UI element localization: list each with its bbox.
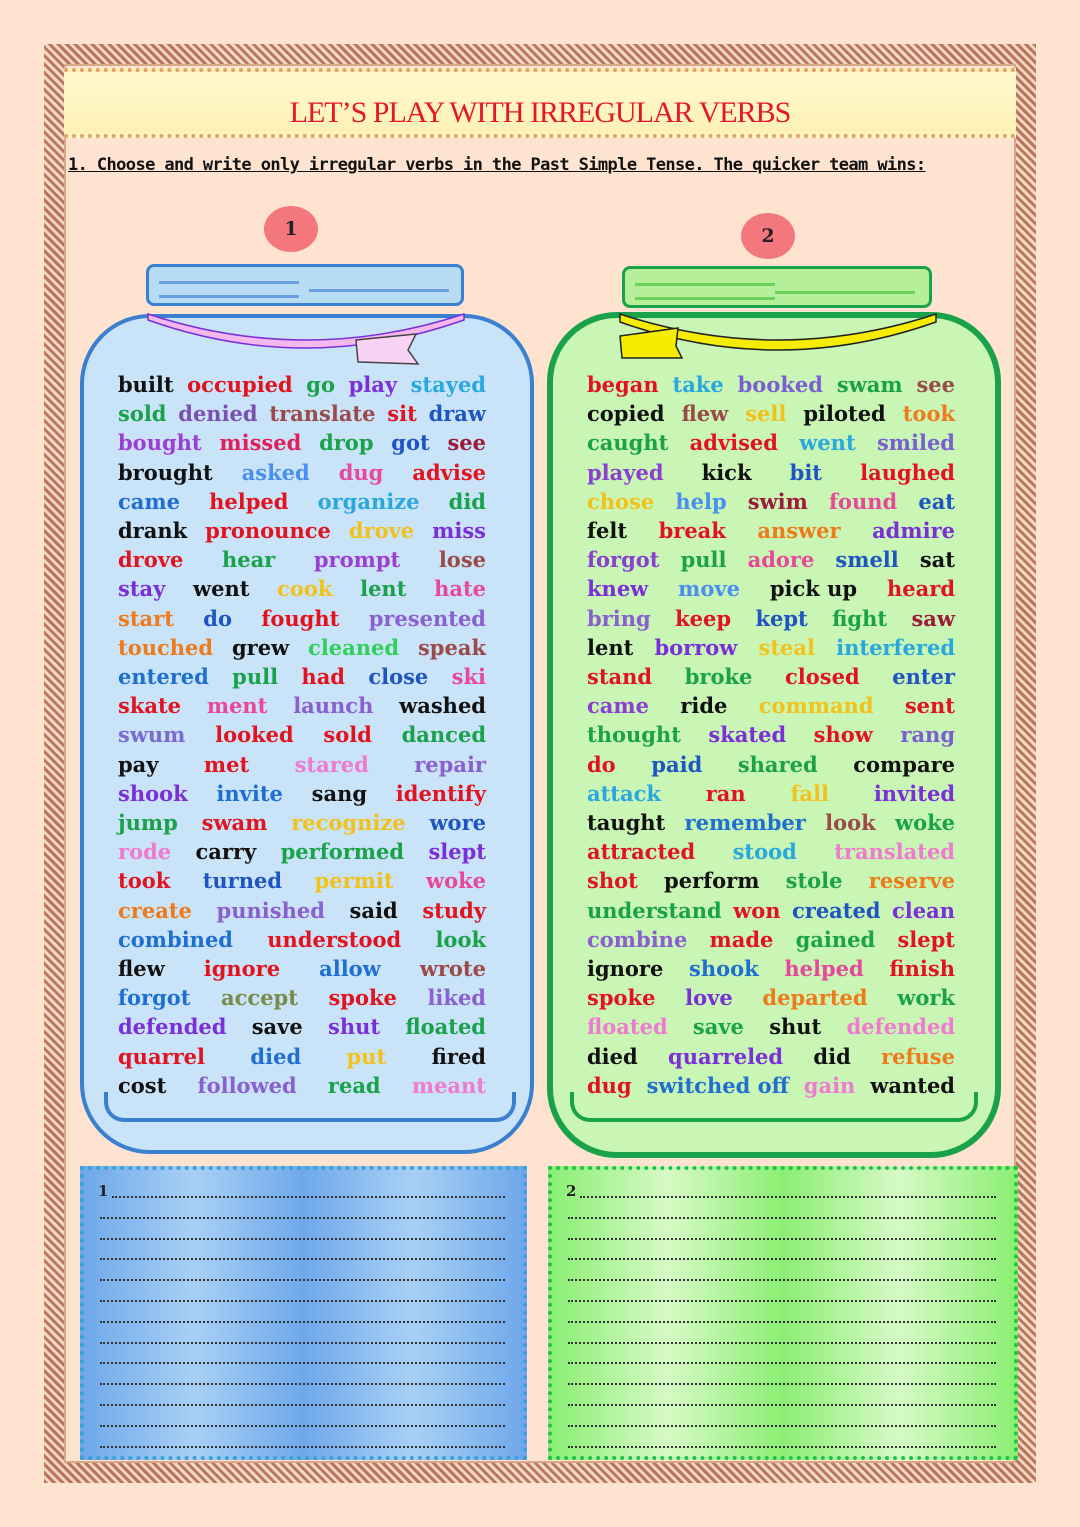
verb-word[interactable]: compare <box>853 751 955 777</box>
verb-word[interactable]: spoke <box>328 985 397 1011</box>
word-row <box>587 1044 967 1073</box>
verb-word[interactable]: finish <box>889 956 955 981</box>
team-1-word-list <box>118 372 498 1112</box>
verb-word[interactable]: got <box>391 430 430 456</box>
verb-word[interactable]: laughed <box>860 459 955 485</box>
answer-line[interactable] <box>100 1238 505 1240</box>
verb-word[interactable]: grew <box>231 634 290 660</box>
verb-word[interactable]: thought <box>587 722 681 748</box>
verb-word[interactable]: washed <box>399 693 486 719</box>
word-row <box>118 839 498 868</box>
verb-word[interactable]: pay <box>118 751 159 777</box>
verb-word[interactable]: ignore <box>587 956 664 981</box>
verb-word[interactable]: skate <box>118 693 182 719</box>
verb-word[interactable]: quarreled <box>668 1043 784 1069</box>
verb-word[interactable]: pull <box>680 547 727 573</box>
verb-word[interactable]: see <box>447 430 486 456</box>
verb-word[interactable]: sent <box>904 693 955 719</box>
verb-word[interactable]: denied <box>178 401 258 427</box>
verb-word[interactable]: caught <box>587 430 669 456</box>
word-row <box>118 898 498 927</box>
verb-word[interactable]: launch <box>293 693 374 719</box>
answer-line[interactable] <box>100 1425 505 1427</box>
verb-word[interactable]: help <box>675 488 727 514</box>
verb-word[interactable]: shot <box>587 868 638 894</box>
verb-word[interactable]: swum <box>118 722 186 748</box>
verb-word[interactable]: forgot <box>118 985 191 1011</box>
word-row <box>587 810 967 839</box>
verb-word[interactable]: piloted <box>803 401 886 427</box>
word-row <box>118 460 498 489</box>
verb-word[interactable]: do <box>203 605 232 631</box>
verb-word[interactable]: swam <box>201 810 268 835</box>
verb-word[interactable]: interfered <box>836 634 955 660</box>
verb-word[interactable]: adore <box>747 547 815 573</box>
verb-word[interactable]: draw <box>428 401 486 427</box>
verb-word[interactable]: stay <box>118 576 166 602</box>
answer-line[interactable] <box>568 1404 996 1406</box>
verb-word[interactable]: drop <box>319 430 374 456</box>
word-row <box>587 372 967 401</box>
verb-word[interactable]: felt <box>587 518 628 543</box>
verb-word[interactable]: understand <box>587 897 722 923</box>
verb-word[interactable]: swim <box>747 488 808 514</box>
verb-word[interactable]: punished <box>216 897 325 923</box>
verb-word[interactable]: brought <box>118 459 213 485</box>
verb-word[interactable]: fight <box>832 605 888 631</box>
word-row <box>587 956 967 985</box>
instruction-text: 1. Choose and write only irregular verbs in the Past Simple Tense. The quicker team wins: <box>68 155 926 175</box>
word-row <box>118 781 498 810</box>
word-row <box>118 664 498 693</box>
verb-word[interactable]: sit <box>387 401 417 427</box>
verb-word[interactable]: knew <box>587 576 649 602</box>
word-row <box>587 722 967 751</box>
verb-word[interactable]: start <box>118 605 174 631</box>
verb-word[interactable]: followed <box>197 1072 297 1098</box>
verb-word[interactable]: went <box>193 576 250 602</box>
team-1-answer-label: 1 <box>98 1182 109 1200</box>
answer-line[interactable] <box>100 1446 505 1448</box>
verb-word[interactable]: floated <box>405 1014 486 1040</box>
verb-word[interactable]: translated <box>834 839 955 865</box>
verb-word[interactable]: took <box>902 401 955 427</box>
answer-line[interactable] <box>568 1321 996 1323</box>
verb-word[interactable]: slept <box>897 926 955 952</box>
verb-word[interactable]: performed <box>280 839 405 865</box>
verb-word[interactable]: spoke <box>587 985 656 1011</box>
verb-word[interactable]: turned <box>202 868 283 894</box>
verb-word[interactable]: remember <box>684 810 806 835</box>
verb-word[interactable]: attack <box>587 780 661 806</box>
verb-word[interactable]: swam <box>836 372 903 397</box>
verb-word[interactable]: occupied <box>187 372 293 397</box>
word-row <box>587 489 967 518</box>
verb-word[interactable]: looked <box>215 722 294 748</box>
team-1-jar-lid <box>146 264 464 306</box>
verb-word[interactable]: woke <box>895 810 955 835</box>
verb-word[interactable]: copied <box>587 401 665 427</box>
answer-line[interactable] <box>100 1217 505 1219</box>
verb-word[interactable]: took <box>118 868 171 894</box>
answer-line[interactable] <box>568 1217 996 1219</box>
word-row <box>118 810 498 839</box>
verb-word[interactable]: jump <box>118 810 178 835</box>
verb-word[interactable]: go <box>306 372 335 397</box>
verb-word[interactable]: save <box>692 1014 744 1040</box>
verb-word[interactable]: invite <box>216 780 283 806</box>
verb-word[interactable]: won <box>733 897 781 923</box>
word-row <box>118 401 498 430</box>
verb-word[interactable]: miss <box>432 518 486 543</box>
verb-word[interactable]: began <box>587 372 659 397</box>
word-row <box>587 606 967 635</box>
verb-word[interactable]: combined <box>118 926 233 952</box>
verb-word[interactable]: stole <box>785 868 843 894</box>
answer-line[interactable] <box>580 1196 996 1198</box>
verb-word[interactable]: identify <box>395 780 486 806</box>
verb-word[interactable]: clean <box>892 897 955 923</box>
verb-word[interactable]: admire <box>872 518 955 543</box>
verb-word[interactable]: saw <box>911 605 955 631</box>
verb-word[interactable]: allow <box>319 956 381 981</box>
verb-word[interactable]: sang <box>311 780 368 806</box>
word-row <box>587 576 967 605</box>
answer-line[interactable] <box>568 1258 996 1260</box>
verb-word[interactable]: bit <box>789 459 823 485</box>
verb-word[interactable]: stared <box>294 751 369 777</box>
verb-word[interactable]: translate <box>269 401 376 427</box>
verb-word[interactable]: do <box>587 751 616 777</box>
team-2-word-list <box>587 372 967 1112</box>
verb-word[interactable]: paid <box>651 751 703 777</box>
verb-word[interactable]: presented <box>368 605 486 631</box>
verb-word[interactable]: woke <box>426 868 486 894</box>
team-2-jar-lid <box>622 266 932 308</box>
verb-word[interactable]: sat <box>919 547 955 573</box>
word-row <box>587 547 967 576</box>
verb-word[interactable]: enter <box>892 664 955 689</box>
verb-word[interactable]: dug <box>338 459 384 485</box>
verb-word[interactable]: ment <box>206 693 268 719</box>
page-title: LET’S PLAY WITH IRREGULAR VERBS <box>289 96 791 129</box>
verb-word[interactable]: speak <box>417 634 486 660</box>
verb-word[interactable]: ran <box>705 780 746 806</box>
verb-word[interactable]: danced <box>401 722 486 748</box>
verb-word[interactable]: see <box>916 372 955 397</box>
answer-line[interactable] <box>568 1238 996 1240</box>
verb-word[interactable]: sold <box>118 401 167 427</box>
verb-word[interactable]: cleaned <box>308 634 400 660</box>
verb-word[interactable]: came <box>587 693 649 719</box>
verb-word[interactable]: advised <box>689 430 778 456</box>
word-row <box>587 1014 967 1043</box>
word-row <box>118 547 498 576</box>
verb-word[interactable]: booked <box>737 372 823 397</box>
answer-line[interactable] <box>100 1321 505 1323</box>
verb-word[interactable]: defended <box>846 1014 955 1040</box>
verb-word[interactable]: gain <box>803 1072 856 1098</box>
verb-word[interactable]: understood <box>267 926 402 952</box>
verb-word[interactable]: lent <box>360 576 407 602</box>
verb-word[interactable]: carry <box>195 839 257 865</box>
verb-word[interactable]: fired <box>431 1043 486 1069</box>
word-row <box>587 781 967 810</box>
answer-line[interactable] <box>100 1300 505 1302</box>
verb-word[interactable]: gained <box>795 926 876 952</box>
word-row <box>587 664 967 693</box>
verb-word[interactable]: found <box>828 488 898 514</box>
verb-word[interactable]: wore <box>429 810 486 835</box>
word-row <box>118 606 498 635</box>
verb-word[interactable]: cook <box>277 576 333 602</box>
word-row <box>118 518 498 547</box>
verb-word[interactable]: play <box>348 372 398 397</box>
verb-word[interactable]: flew <box>681 401 729 427</box>
word-row <box>587 839 967 868</box>
word-row <box>118 985 498 1014</box>
verb-word[interactable]: fall <box>790 780 830 806</box>
word-row <box>118 372 498 401</box>
verb-word[interactable]: repair <box>414 751 486 777</box>
answer-line[interactable] <box>568 1425 996 1427</box>
verb-word[interactable]: bring <box>587 605 651 631</box>
team-2-answer-label: 2 <box>566 1182 577 1200</box>
answer-line[interactable] <box>568 1446 996 1448</box>
word-row <box>587 518 967 547</box>
verb-word[interactable]: stood <box>732 839 797 865</box>
verb-word[interactable]: command <box>758 693 874 719</box>
answer-line[interactable] <box>100 1362 505 1364</box>
verb-word[interactable]: died <box>250 1043 302 1069</box>
team-2-jar-shelf <box>570 1092 978 1122</box>
verb-word[interactable]: died <box>587 1043 638 1069</box>
verb-word[interactable]: accept <box>221 985 298 1011</box>
verb-word[interactable]: shook <box>689 956 759 981</box>
word-row <box>118 752 498 781</box>
verb-word[interactable]: drove <box>348 518 415 543</box>
verb-word[interactable]: rode <box>118 839 172 865</box>
word-row <box>587 868 967 897</box>
verb-word[interactable]: did <box>813 1043 851 1069</box>
verb-word[interactable]: shook <box>118 780 188 806</box>
answer-line[interactable] <box>568 1362 996 1364</box>
verb-word[interactable]: organize <box>317 488 420 514</box>
verb-word[interactable]: made <box>709 926 774 952</box>
verb-word[interactable]: look <box>435 926 486 952</box>
verb-word[interactable]: rang <box>900 722 955 748</box>
word-row <box>587 401 967 430</box>
verb-word[interactable]: played <box>587 459 664 485</box>
verb-word[interactable]: closed <box>784 664 860 689</box>
verb-word[interactable]: wanted <box>870 1072 955 1098</box>
answer-line[interactable] <box>100 1383 505 1385</box>
verb-word[interactable]: skated <box>708 722 787 748</box>
verb-word[interactable]: entered <box>118 664 209 689</box>
word-row <box>587 898 967 927</box>
verb-word[interactable]: permit <box>314 868 394 894</box>
verb-word[interactable]: touched <box>118 634 214 660</box>
verb-word[interactable]: slept <box>428 839 486 865</box>
word-row <box>118 1014 498 1043</box>
verb-word[interactable]: look <box>825 810 876 835</box>
verb-word[interactable]: dug <box>587 1072 632 1098</box>
verb-word[interactable]: put <box>346 1043 387 1069</box>
verb-word[interactable]: love <box>685 985 733 1011</box>
verb-word[interactable]: borrow <box>654 634 738 660</box>
verb-word[interactable]: meant <box>411 1072 486 1098</box>
verb-word[interactable]: bought <box>118 430 202 456</box>
verb-word[interactable]: ski <box>451 664 486 689</box>
verb-word[interactable]: helped <box>784 956 864 981</box>
verb-word[interactable]: did <box>448 488 486 514</box>
word-row <box>587 430 967 459</box>
word-row <box>118 722 498 751</box>
word-row <box>118 956 498 985</box>
verb-word[interactable]: smell <box>835 547 899 573</box>
answer-line[interactable] <box>568 1342 996 1344</box>
verb-word[interactable]: save <box>251 1014 303 1040</box>
verb-word[interactable]: work <box>897 985 955 1011</box>
team-2-badge: 2 <box>741 213 795 259</box>
word-row <box>587 752 967 781</box>
verb-word[interactable]: heard <box>887 576 955 602</box>
verb-word[interactable]: move <box>678 576 740 602</box>
verb-word[interactable]: met <box>203 751 250 777</box>
verb-word[interactable]: show <box>813 722 873 748</box>
verb-word[interactable]: combine <box>587 926 688 952</box>
verb-word[interactable]: cost <box>118 1072 167 1098</box>
verb-word[interactable]: wrote <box>419 956 486 981</box>
verb-word[interactable]: close <box>368 664 429 689</box>
answer-line[interactable] <box>568 1279 996 1281</box>
answer-line[interactable] <box>100 1404 505 1406</box>
verb-word[interactable]: invited <box>873 780 955 806</box>
verb-word[interactable]: steal <box>758 634 815 660</box>
verb-word[interactable]: liked <box>427 985 486 1011</box>
team-2-ribbon <box>618 306 938 368</box>
verb-word[interactable]: study <box>422 897 486 923</box>
verb-word[interactable]: defended <box>118 1014 227 1040</box>
verb-word[interactable]: drove <box>118 547 184 573</box>
verb-word[interactable]: floated <box>587 1014 668 1040</box>
verb-word[interactable]: helped <box>209 488 289 514</box>
verb-word[interactable]: went <box>799 430 856 456</box>
word-row <box>587 635 967 664</box>
verb-word[interactable]: shared <box>737 751 818 777</box>
word-row <box>587 927 967 956</box>
word-row <box>118 1044 498 1073</box>
word-row <box>118 576 498 605</box>
team-2-answer-box[interactable] <box>548 1166 1018 1460</box>
verb-word[interactable]: ignore <box>203 956 281 981</box>
verb-word[interactable]: stand <box>587 664 653 689</box>
verb-word[interactable]: attracted <box>587 839 696 865</box>
verb-word[interactable]: take <box>672 372 724 397</box>
verb-word[interactable]: smiled <box>876 430 955 456</box>
answer-line[interactable] <box>568 1383 996 1385</box>
verb-word[interactable]: broke <box>684 664 753 689</box>
verb-word[interactable]: created <box>791 897 881 923</box>
verb-word[interactable]: perform <box>664 868 760 894</box>
verb-word[interactable]: reserve <box>868 868 955 894</box>
verb-word[interactable]: came <box>118 488 180 514</box>
verb-word[interactable]: departed <box>762 985 868 1011</box>
word-row <box>118 868 498 897</box>
verb-word[interactable]: said <box>349 897 398 923</box>
verb-word[interactable]: kept <box>755 605 808 631</box>
team-1-badge: 1 <box>264 206 318 252</box>
verb-word[interactable]: switched off <box>646 1072 789 1098</box>
verb-word[interactable]: keep <box>675 605 732 631</box>
answer-line[interactable] <box>100 1342 505 1344</box>
verb-word[interactable]: lent <box>587 634 634 660</box>
answer-line[interactable] <box>100 1279 505 1281</box>
verb-word[interactable]: had <box>301 664 345 689</box>
verb-word[interactable]: pronounce <box>205 518 331 543</box>
verb-word[interactable]: shut <box>328 1014 381 1040</box>
verb-word[interactable]: refuse <box>881 1043 955 1069</box>
verb-word[interactable]: fought <box>261 605 340 631</box>
verb-word[interactable]: break <box>658 518 726 543</box>
verb-word[interactable]: stayed <box>410 372 486 397</box>
verb-word[interactable]: lose <box>438 547 486 573</box>
word-row <box>118 635 498 664</box>
answer-line[interactable] <box>568 1300 996 1302</box>
verb-word[interactable]: asked <box>241 459 310 485</box>
word-row <box>118 430 498 459</box>
word-row <box>118 489 498 518</box>
team-1-ribbon <box>146 306 466 368</box>
verb-word[interactable]: hate <box>434 576 486 602</box>
verb-word[interactable]: drank <box>118 518 188 543</box>
verb-word[interactable]: create <box>118 897 192 923</box>
team-1-answer-box[interactable] <box>80 1166 527 1460</box>
verb-word[interactable]: read <box>327 1072 381 1098</box>
verb-word[interactable]: advise <box>412 459 486 485</box>
verb-word[interactable]: sold <box>323 722 372 748</box>
verb-word[interactable]: missed <box>219 430 302 456</box>
word-row <box>587 693 967 722</box>
verb-word[interactable]: eat <box>918 488 955 514</box>
word-row <box>118 693 498 722</box>
word-row <box>587 460 967 489</box>
verb-word[interactable]: flew <box>118 956 165 981</box>
verb-word[interactable]: built <box>118 372 174 397</box>
verb-word[interactable]: hear <box>221 547 276 573</box>
verb-word[interactable]: answer <box>757 518 841 543</box>
word-row <box>587 985 967 1014</box>
verb-word[interactable]: taught <box>587 810 666 835</box>
answer-line[interactable] <box>112 1196 505 1198</box>
verb-word[interactable]: recognize <box>291 810 406 835</box>
verb-word[interactable]: prompt <box>313 547 401 573</box>
verb-word[interactable]: ride <box>680 693 728 719</box>
team-1-jar-shelf <box>104 1092 516 1122</box>
verb-word[interactable]: sell <box>745 401 787 427</box>
verb-word[interactable]: quarrel <box>118 1043 206 1069</box>
verb-word[interactable]: shut <box>769 1014 822 1040</box>
verb-word[interactable]: kick <box>701 459 752 485</box>
verb-word[interactable]: chose <box>587 488 655 514</box>
verb-word[interactable]: pick up <box>769 576 858 602</box>
verb-word[interactable]: forgot <box>587 547 660 573</box>
answer-line[interactable] <box>100 1258 505 1260</box>
word-row <box>118 927 498 956</box>
verb-word[interactable]: pull <box>232 664 279 689</box>
